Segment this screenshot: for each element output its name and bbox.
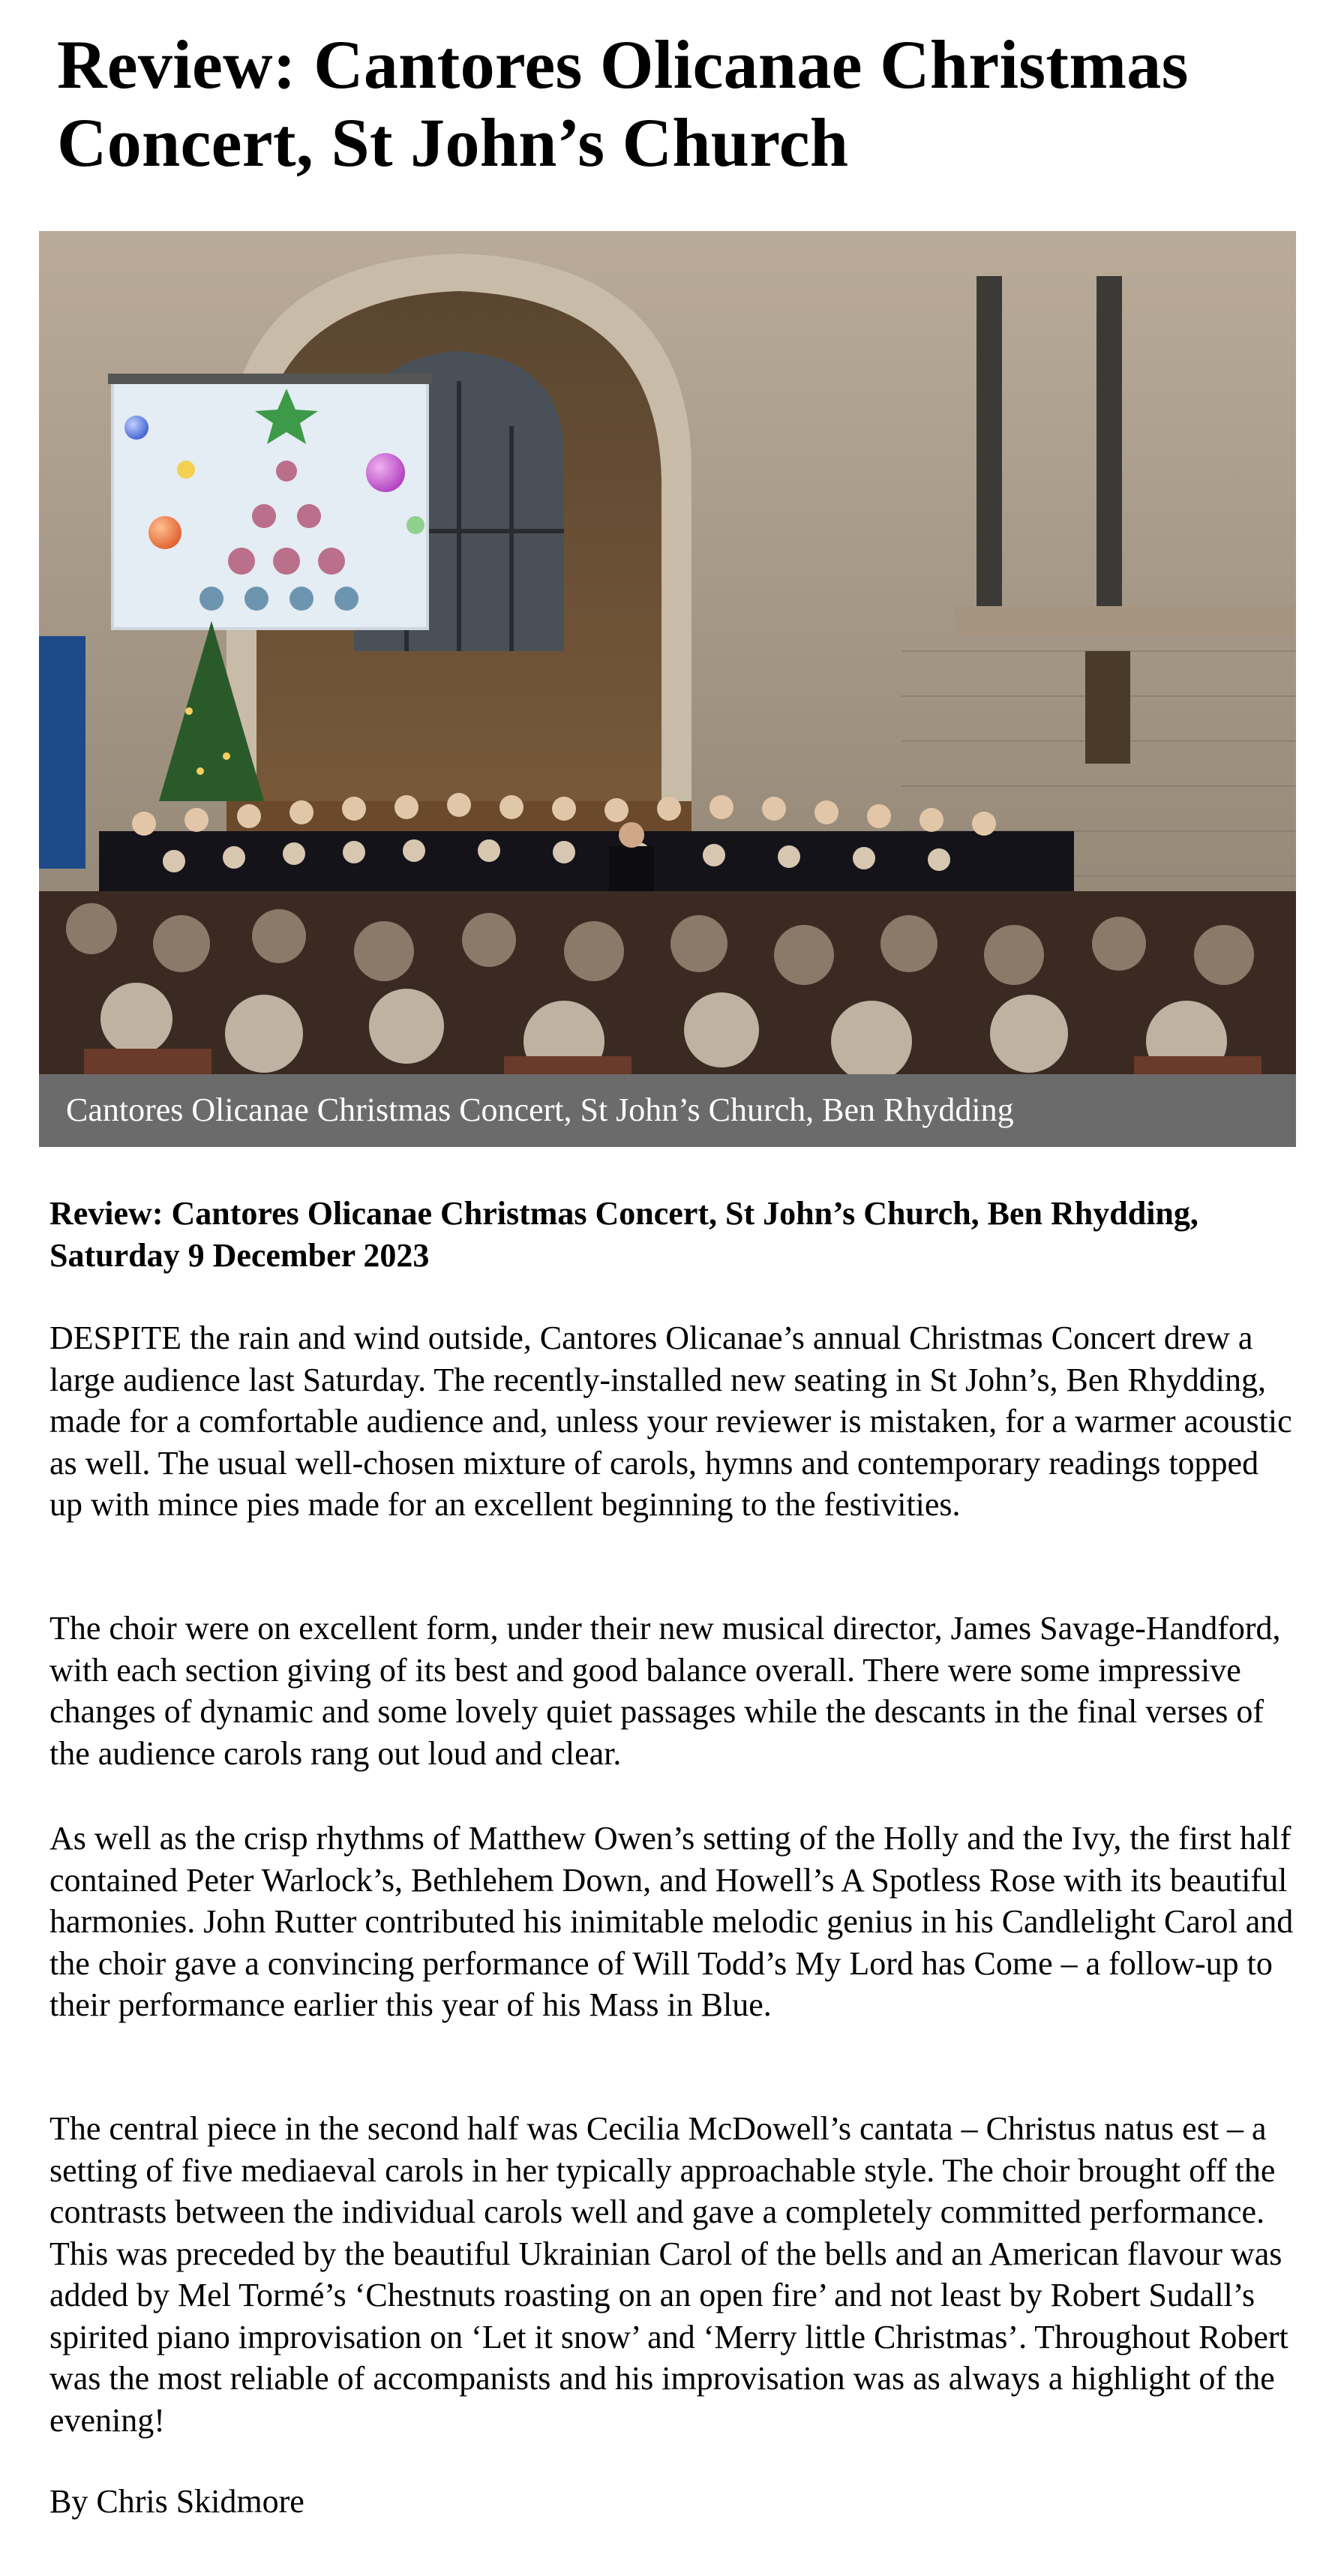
article-subheading: Review: Cantores Olicanae Christmas Concert, St John’s Church, Ben Rhydding, Saturday 9 December 2023 [50,1195,1198,1274]
article-byline: By Chris Skidmore [50,2483,304,2520]
article-paragraph-3: As well as the crisp rhythms of Matthew Owen’s setting of the Holly and the Ivy, the first half contained Peter Warlock’s, Bethlehem Down, and Howell’s A Spotless Rose with its beautiful harmonies. John Rutter contributed his inimitable melodic genius in his Candlelight Carol and the choir gave a convincing performance of Will Todd’s My Lord has Come – a follow-up to their performance earlier this year of his Mass in Blue. [50,1820,1294,2023]
article-figure [39,231,1296,1147]
image-caption-bar [39,1074,1296,1147]
article-paragraph-1: DESPITE the rain and wind outside, Cantores Olicanae’s annual Christmas Concert drew a large audience last Saturday. The recently-installed new seating in St John’s, Ben Rhydding, made for a comfortable audience and, unless your reviewer is mistaken, for a warmer acoustic as well. The usual well-chosen mixture of carols, hymns and contemporary readings topped up with mince pies made for an excellent beginning to the festivities. [50,1320,1292,1523]
article-title: Review: Cantores Olicanae Christmas Concert, St John’s Church [57,26,1189,181]
article-paragraph-4: The central piece in the second half was Cecilia McDowell’s cantata – Christus natus est – a setting of five mediaeval carols in her typically approachable style. The choir brought off the contrasts between the individual carols well and gave a completely committed performance. This was preceded by the beautiful Ukrainian Carol of the bells and an American flavour was added by Mel Tormé’s ‘Chestnuts roasting on an open fire’ and not least by Robert Sudall’s spirited piano improvisation on ‘Let it snow’ and ‘Merry little Christmas’. Throughout Robert was the most reliable of accompanists and his improvisation was as always a highlight of the evening! [50,2110,1288,2439]
article-paragraph-2: The choir were on excellent form, under their new musical director, James Savage-Handford, with each section giving of its best and good balance overall. There were some impressive changes of dynamic and some lovely quiet passages while the descants in the final verses of the audience carols rang out loud and clear. [50,1610,1281,1772]
concert-photo [39,231,1296,1074]
image-caption: Cantores Olicanae Christmas Concert, St John’s Church, Ben Rhydding [66,1091,1014,1128]
